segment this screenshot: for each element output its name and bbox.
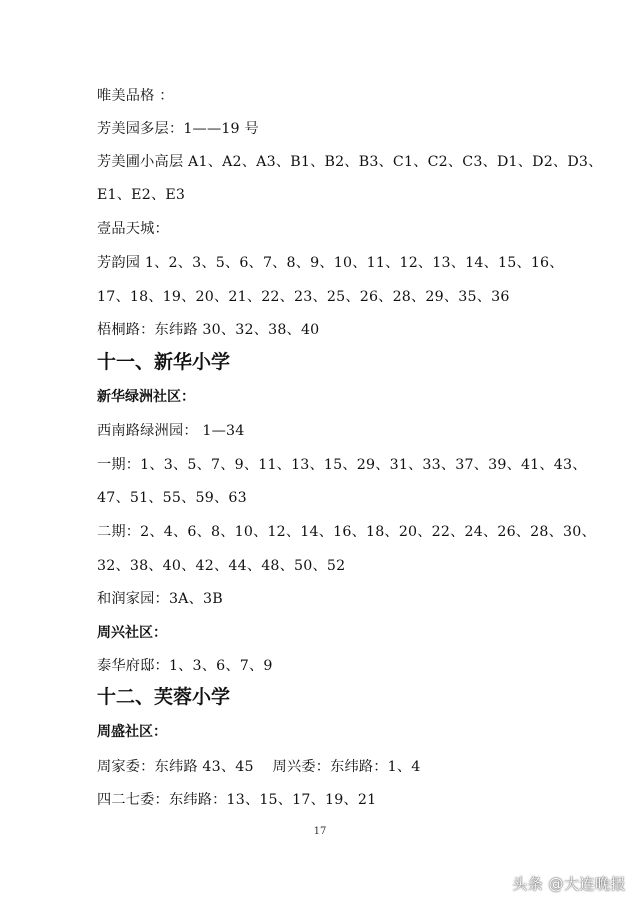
subsection-heading: 周盛社区： [97, 724, 167, 740]
text-line: 和润家园：3A、3B [97, 591, 223, 607]
text-line: 唯美品格 ： [97, 88, 174, 104]
text-line: 西南路绿洲园： 1—34 [97, 423, 245, 439]
text-line: 47、51、55、59、63 [97, 490, 247, 506]
text-line: 一期：1、3、5、7、9、11、13、15、29、31、33、37、39、41、43、 [97, 457, 587, 473]
watermark: 头条 @大连晚报 [512, 875, 626, 893]
text-line: 泰华府邸：1、3、6、7、9 [97, 658, 273, 674]
text-line: 四二七委：东纬路：13、15、17、19、21 [97, 792, 377, 808]
section-heading: 十二、芙蓉小学 [97, 686, 231, 708]
text-line: 32、38、40、42、44、48、50、52 [97, 558, 346, 574]
section-heading: 十一、新华小学 [97, 351, 231, 373]
subsection-heading: 新华绿洲社区： [97, 389, 195, 405]
text-line: 梧桐路：东纬路 30、32、38、40 [97, 322, 320, 338]
subsection-heading: 周兴社区： [97, 625, 167, 641]
text-line: E1、E2、E3 [97, 187, 186, 203]
text-line: 芳美圃小高层 A1、A2、A3、B1、B2、B3、C1、C2、C3、D1、D2、D3、 [97, 154, 603, 170]
text-line: 芳美园多层：1——19 号 [97, 121, 259, 137]
page-number: 17 [313, 826, 327, 837]
text-line: 壹品天城： [97, 221, 169, 237]
text-line: 17、18、19、20、21、22、23、25、26、28、29、35、36 [97, 289, 510, 305]
text-line: 芳韵园 1、2、3、5、6、7、8、9、10、11、12、13、14、15、16、 [97, 255, 564, 271]
text-line: 二期：2、4、6、8、10、12、14、16、18、20、22、24、26、28、30、 [97, 524, 596, 540]
text-line: 周家委：东纬路 43、45 周兴委：东纬路：1、4 [97, 759, 421, 775]
